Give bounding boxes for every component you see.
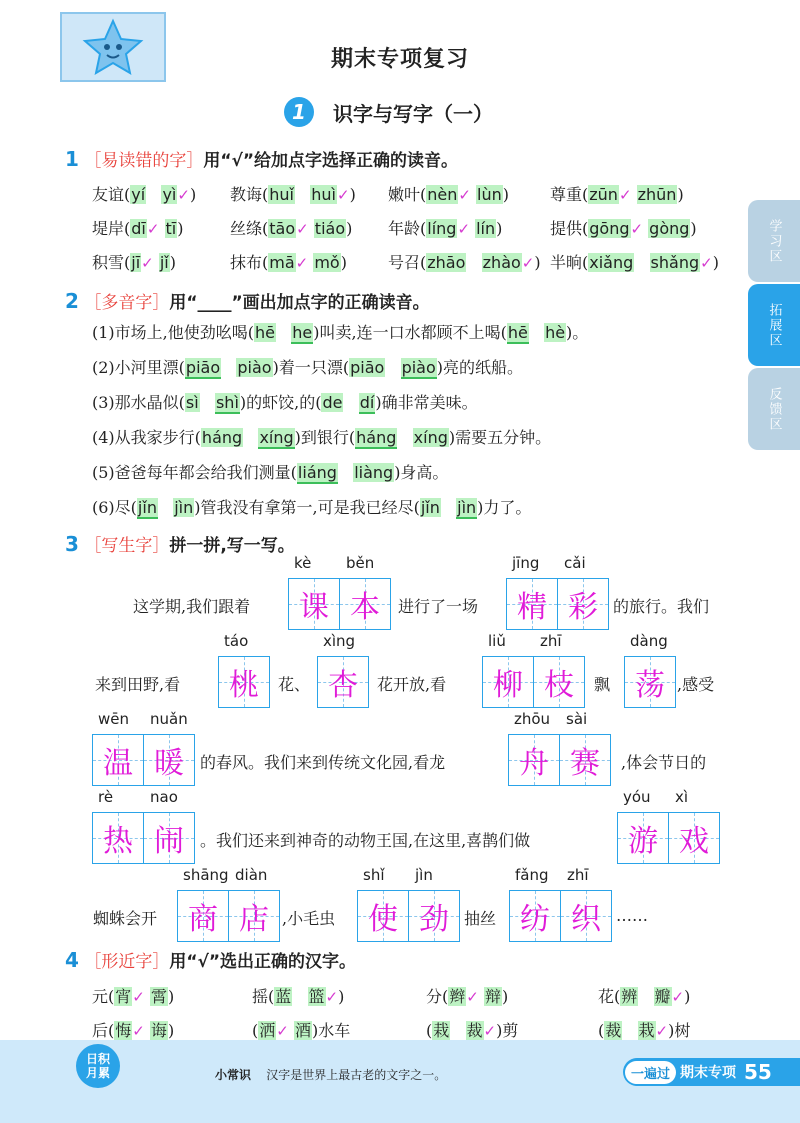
check-mark-icon: ✓ [671,988,685,1006]
grid-cell[interactable] [143,734,195,786]
pinyin-label: táo [224,632,249,650]
q1-item: 堤岸(dī✓ tī) [92,219,184,238]
pinyin-option[interactable]: hè [545,323,566,342]
char-option[interactable]: 酒 [294,1021,311,1040]
pinyin-option[interactable]: yì [162,185,177,204]
para-text: 蜘蛛会开 [93,909,158,928]
question-3-heading: 3 ［写生字］拼一拼,写一写。 [65,532,295,556]
answer-char: 舟 [519,746,549,781]
answer-char: 暖 [154,746,184,781]
pinyin-option[interactable]: shǎng [650,253,700,272]
writing-grid[interactable] [288,578,390,632]
pinyin-option[interactable]: dí [359,393,375,412]
writing-grid[interactable] [624,656,675,710]
char-option[interactable]: 宵 [115,987,132,1006]
pinyin-option[interactable]: yí [131,185,146,204]
check-mark-icon: ✓ [276,1022,289,1040]
answer-char: 热 [103,824,133,859]
answer-char: 桃 [229,668,259,703]
pinyin-option[interactable]: liáng [297,463,337,482]
pinyin-option[interactable]: háng [201,428,243,447]
answer-char: 闹 [154,824,184,859]
pinyin-label: xìng [323,632,356,650]
pinyin-label: liǔ [488,632,506,650]
pinyin-option[interactable]: zhūn [637,185,677,204]
q4-item: 花(辨 瓣✓) [598,987,691,1006]
answer-char: 精 [517,590,547,625]
pinyin-option[interactable]: he [292,323,313,342]
check-mark-icon: ✓ [618,186,632,204]
check-mark-icon: ✓ [466,988,479,1006]
answer-char: 本 [350,590,380,625]
q4-item: 摇(蓝 篮✓) [252,987,345,1006]
q1-item: 半晌(xiǎng shǎng✓) [550,253,719,272]
grid-cell[interactable] [357,890,409,942]
grid-cell[interactable] [408,890,460,942]
para-text: 飘 [594,675,611,694]
char-option[interactable]: 霄 [150,987,167,1006]
pinyin-option[interactable]: hē [255,323,275,342]
pinyin-label: nao [150,788,178,806]
writing-grid[interactable] [617,812,719,866]
check-mark-icon: ✓ [700,254,713,272]
q2-item: (5)爸爸每年都会给我们测量(liáng liàng)身高。 [92,463,449,482]
char-option[interactable]: 篮 [308,987,325,1006]
answer-char: 荡 [635,668,665,703]
pinyin-option[interactable]: gōng [589,219,630,238]
check-mark-icon: ✓ [336,186,350,204]
check-mark-icon: ✓ [630,220,644,238]
writing-grid[interactable] [218,656,269,710]
pinyin-option[interactable]: mǒ [314,253,340,272]
check-mark-icon: ✓ [655,1022,669,1040]
check-mark-icon: ✓ [132,988,145,1006]
answer-char: 赛 [570,746,600,781]
pinyin-option[interactable]: tiáo [314,219,346,238]
question-2-heading: 2 ［多音字］用“____”画出加点字的正确读音。 [65,289,430,313]
grid-cell[interactable] [228,890,280,942]
grid-cell[interactable] [533,656,585,708]
q4-item: 分(辫✓ 辩) [426,987,509,1006]
pinyin-label: fǎng [515,866,549,884]
writing-grid[interactable] [508,734,610,788]
pinyin-option[interactable]: dī [131,219,146,238]
writing-grid[interactable] [92,812,194,866]
char-option[interactable]: 悔 [115,1021,132,1040]
daily-accumulation-icon: 日积 月累 [76,1044,120,1088]
grid-cell[interactable] [288,578,340,630]
para-text: …… [616,906,648,925]
answer-char: 纺 [520,902,550,937]
pinyin-option[interactable]: zhāo [427,253,466,272]
question-4-heading: 4 ［形近字］用“√”选出正确的汉字。 [65,948,357,972]
para-text: 花、 [278,675,311,694]
pinyin-label: nuǎn [150,710,188,728]
answer-char: 课 [299,590,329,625]
char-option[interactable]: 辨 [621,987,638,1006]
writing-grid[interactable] [177,890,279,944]
writing-grid[interactable] [482,656,584,710]
para-text: 。我们还来到神奇的动物王国,在这里,喜鹊们做 [200,831,531,850]
check-mark-icon: ✓ [483,1022,497,1040]
pinyin-label: zhōu [514,710,551,728]
pinyin-label: xì [675,788,689,806]
series-badge: 一遍过 期末专项 55 [623,1058,800,1086]
para-text: ,体会节日的 [621,753,707,772]
question-1-heading: 1 ［易读错的字］用“√”给加点字选择正确的读音。 [65,147,459,171]
pinyin-option[interactable]: piào [237,358,272,377]
answer-char: 温 [103,746,133,781]
grid-cell[interactable] [218,656,270,708]
pinyin-option[interactable]: xíng [259,428,294,447]
check-mark-icon: ✓ [521,254,535,272]
check-mark-icon: ✓ [177,186,190,204]
grid-cell[interactable] [624,656,676,708]
pinyin-option[interactable]: piào [401,358,436,377]
section-number: 1 [284,97,314,127]
answer-char: 柳 [493,668,523,703]
pinyin-option[interactable]: nèn [427,185,458,204]
para-text: 抽丝 [464,909,497,928]
pinyin-label: jīng [512,554,540,572]
page-number: 55 [744,1060,772,1084]
answer-char: 店 [239,902,269,937]
char-option[interactable]: 诲 [150,1021,167,1040]
writing-grid[interactable] [357,890,459,944]
answer-char: 织 [571,902,601,937]
tab-feedback[interactable]: 反馈区 [748,368,800,450]
pinyin-option[interactable]: shì [215,393,239,412]
q1-item: 抹布(mā✓ mǒ) [230,253,347,272]
grid-cell[interactable] [508,734,560,786]
check-mark-icon: ✓ [141,254,154,272]
grid-cell[interactable] [92,734,144,786]
q1-item: 积雪(jī✓ jǐ) [92,253,176,272]
pinyin-option[interactable]: mā [269,253,295,272]
answer-char: 游 [628,824,658,859]
pinyin-label: rè [98,788,114,806]
check-mark-icon: ✓ [457,220,471,238]
answer-char: 使 [368,902,398,937]
q1-item: 提供(gōng✓ gòng) [550,219,697,238]
pinyin-option[interactable]: hē [507,323,528,342]
pinyin-option[interactable]: xíng [413,428,448,447]
check-mark-icon: ✓ [146,220,160,238]
answer-char: 杏 [328,668,358,703]
q1-item: 教诲(huǐ huì✓) [230,185,356,204]
tab-extend[interactable]: 拓展区 [748,284,800,366]
para-text: 的春风。我们来到传统文化园,看龙 [200,753,446,772]
grid-cell[interactable] [506,578,558,630]
pinyin-label: zhī [567,866,589,884]
q2-item: (2)小河里漂(piāo piào)着一只漂(piāo piào)亮的纸船。 [92,358,524,377]
pinyin-option[interactable]: jǐn [420,498,440,517]
char-option[interactable]: 裁 [466,1021,483,1040]
pinyin-option[interactable]: de [322,393,343,412]
writing-grid[interactable] [317,656,368,710]
q2-item: (1)市场上,他使劲吆喝(hē he)叫卖,连一口水都顾不上喝(hē hè)。 [92,323,589,342]
pinyin-option[interactable]: jìn [457,498,477,517]
pinyin-option[interactable]: huǐ [269,185,294,204]
grid-cell[interactable] [143,812,195,864]
q1-item: 年龄(líng✓ lín) [388,219,503,238]
pinyin-label: cǎi [564,554,586,572]
pinyin-label: dàng [630,632,668,650]
check-mark-icon: ✓ [458,186,471,204]
pinyin-option[interactable]: jǐ [159,253,169,272]
q2-item: (4)从我家步行(háng xíng)到银行(háng xíng)需要五分钟。 [92,428,552,447]
q1-item: 嫩叶(nèn✓ lùn) [388,185,510,204]
pinyin-option[interactable]: jǐn [137,498,157,517]
writing-grid[interactable] [92,734,194,788]
pinyin-option[interactable]: sì [185,393,199,412]
q1-item: 友谊(yí yì✓) [92,185,197,204]
grid-cell[interactable] [668,812,720,864]
footer-tip: 小常识 汉字是世界上最古老的文字之一。 [215,1068,447,1082]
check-mark-icon: ✓ [325,988,339,1006]
q2-item: (6)尽(jǐn jìn)管我没有拿第一,可是我已经尽(jǐn jìn)力了。 [92,498,532,517]
pinyin-option[interactable]: jìn [174,498,194,517]
check-mark-icon: ✓ [296,220,309,238]
q4-item: (裁 栽✓)树 [598,1021,691,1040]
pinyin-option[interactable]: líng [427,219,457,238]
grid-cell[interactable] [317,656,369,708]
grid-cell[interactable] [557,578,609,630]
answer-char: 劲 [419,902,449,937]
pinyin-option[interactable]: zhào [482,253,521,272]
section-title: 识字与写字（一） [333,102,493,126]
page-title: 期末专项复习 [330,47,469,72]
q1-item: 号召(zhāo zhào✓) [388,253,541,272]
check-mark-icon: ✓ [295,254,309,272]
pinyin-option[interactable]: jī [131,253,141,272]
char-option[interactable]: 裁 [605,1021,622,1040]
grid-cell[interactable] [339,578,391,630]
grid-cell[interactable] [560,890,612,942]
pinyin-label: zhī [540,632,562,650]
pinyin-option[interactable]: lùn [477,185,502,204]
grid-cell[interactable] [559,734,611,786]
pinyin-option[interactable]: liàng [354,463,394,482]
answer-char: 枝 [544,668,574,703]
check-mark-icon: ✓ [132,1022,145,1040]
pinyin-option[interactable]: gòng [649,219,690,238]
pinyin-option[interactable]: xiǎng [589,253,634,272]
answer-char: 商 [188,902,218,937]
char-option[interactable]: 辩 [484,987,501,1006]
q1-item: 丝绦(tāo✓ tiáo) [230,219,353,238]
pinyin-option[interactable]: piāo [185,358,221,377]
pinyin-label: wēn [98,710,130,728]
char-option[interactable]: 辫 [449,987,466,1006]
char-option[interactable]: 洒 [259,1021,276,1040]
q4-item: (洒✓ 酒)水车 [252,1021,351,1040]
answer-char: 戏 [679,824,709,859]
pinyin-label: yóu [623,788,651,806]
grid-cell[interactable] [92,812,144,864]
pinyin-label: běn [346,554,375,572]
q1-item: 尊重(zūn✓ zhūn) [550,185,684,204]
char-option[interactable]: 蓝 [275,987,292,1006]
pinyin-option[interactable]: huì [311,185,336,204]
pinyin-option[interactable]: tī [165,219,177,238]
para-text: 来到田野,看 [95,675,181,694]
writing-grid[interactable] [509,890,611,944]
pinyin-label: jìn [415,866,433,884]
tab-study[interactable]: 学习区 [748,200,800,282]
char-option[interactable]: 栽 [638,1021,655,1040]
pinyin-option[interactable]: tāo [269,219,296,238]
para-text: 这学期,我们跟着 [133,597,251,616]
pinyin-label: kè [294,554,312,572]
pinyin-option[interactable]: háng [356,428,397,447]
q2-item: (3)那水晶似(sì shì)的虾饺,的(de dí)确非常美味。 [92,393,478,412]
para-text: ,感受 [677,675,715,694]
grid-cell[interactable] [617,812,669,864]
para-text: ,小毛虫 [282,909,336,928]
writing-grid[interactable] [506,578,608,632]
grid-cell[interactable] [482,656,534,708]
q4-item: (栽 裁✓)剪 [426,1021,519,1040]
pinyin-label: shǐ [363,866,385,884]
pinyin-label: diàn [235,866,268,884]
para-text: 花开放,看 [377,675,447,694]
pinyin-option[interactable]: lín [476,219,496,238]
pinyin-label: sài [566,710,588,728]
q4-item: 后(悔✓ 诲) [92,1021,175,1040]
pinyin-label: shāng [183,866,229,884]
pinyin-option[interactable]: piāo [350,358,385,377]
grid-cell[interactable] [509,890,561,942]
char-option[interactable]: 栽 [433,1021,450,1040]
pinyin-option[interactable]: zūn [589,185,618,204]
para-text: 进行了一场 [398,597,479,616]
para-text: 的旅行。我们 [613,597,710,616]
q4-item: 元(宵✓ 霄) [92,987,175,1006]
char-option[interactable]: 瓣 [654,987,671,1006]
answer-char: 彩 [568,590,598,625]
grid-cell[interactable] [177,890,229,942]
